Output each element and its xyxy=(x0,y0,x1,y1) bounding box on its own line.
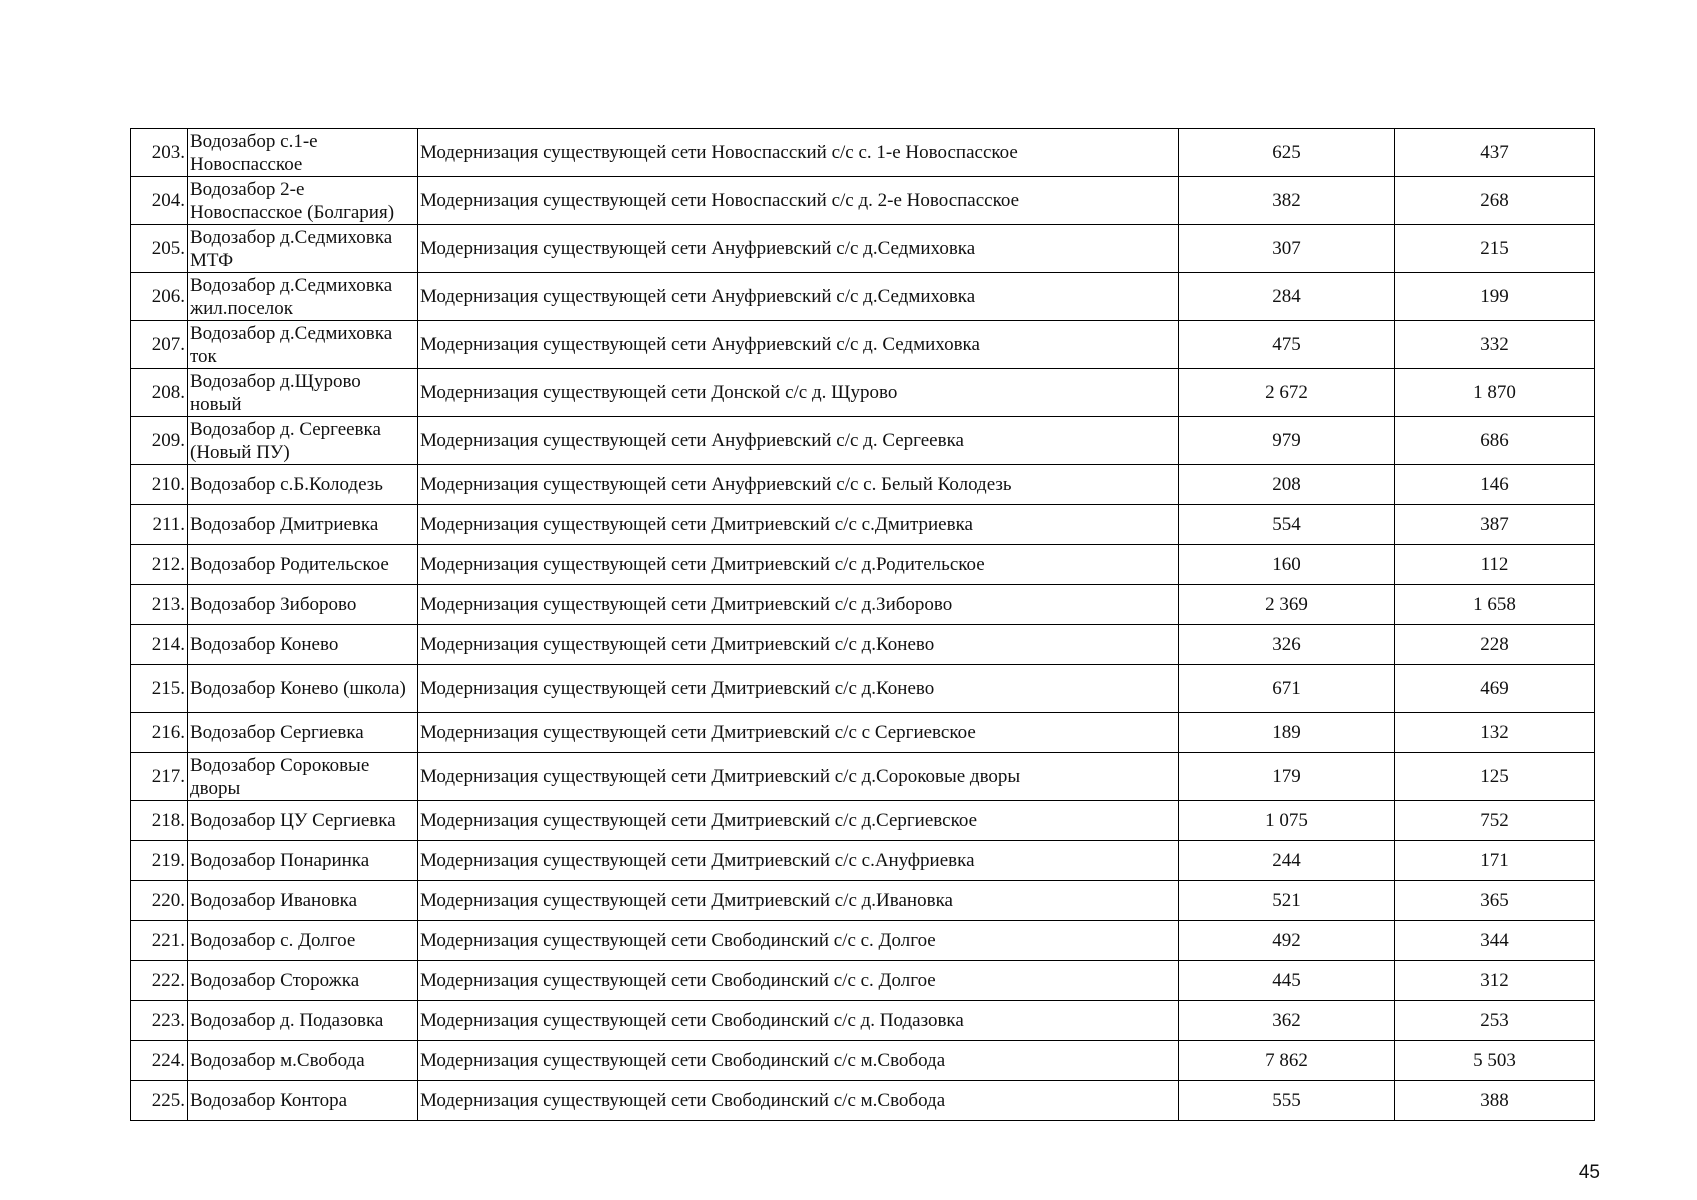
table-row xyxy=(131,841,1595,881)
row-number: 212. xyxy=(131,545,188,585)
table-row xyxy=(131,625,1595,665)
value-column-1: 2 672 xyxy=(1179,369,1395,417)
modernization-description: Модернизация существующей сети Дмитриевский с/с д.Конево xyxy=(418,665,1179,713)
water-intake-name: Водозабор 2-е Новоспасское (Болгария) xyxy=(188,177,418,225)
modernization-description: Модернизация существующей сети Новоспасский с/с д. 2-е Новоспасское xyxy=(418,177,1179,225)
row-number: 217. xyxy=(131,753,188,801)
modernization-description: Модернизация существующей сети Дмитриевский с/с с.Дмитриевка xyxy=(418,505,1179,545)
table-row xyxy=(131,369,1595,417)
row-number: 223. xyxy=(131,1001,188,1041)
page-number: 45 xyxy=(1578,1162,1600,1183)
row-number: 220. xyxy=(131,881,188,921)
table-row xyxy=(131,665,1595,713)
value-column-2: 469 xyxy=(1395,665,1595,713)
water-intake-name: Водозабор Ивановка xyxy=(188,881,418,921)
value-column-2: 437 xyxy=(1395,129,1595,177)
table-row xyxy=(131,129,1595,177)
value-column-1: 555 xyxy=(1179,1081,1395,1121)
modernization-description: Модернизация существующей сети Ануфриевский с/с д. Седмиховка xyxy=(418,321,1179,369)
value-column-1: 326 xyxy=(1179,625,1395,665)
row-number: 203. xyxy=(131,129,188,177)
value-column-1: 2 369 xyxy=(1179,585,1395,625)
value-column-2: 686 xyxy=(1395,417,1595,465)
water-intake-name: Водозабор Контора xyxy=(188,1081,418,1121)
water-intake-name: Водозабор Дмитриевка xyxy=(188,505,418,545)
row-number: 224. xyxy=(131,1041,188,1081)
water-intake-name: Водозабор Сторожка xyxy=(188,961,418,1001)
modernization-description: Модернизация существующей сети Новоспасский с/с с. 1-е Новоспасское xyxy=(418,129,1179,177)
table-row xyxy=(131,225,1595,273)
value-column-1: 554 xyxy=(1179,505,1395,545)
table-row xyxy=(131,881,1595,921)
table-row xyxy=(131,1001,1595,1041)
value-column-2: 199 xyxy=(1395,273,1595,321)
table-row xyxy=(131,713,1595,753)
value-column-1: 179 xyxy=(1179,753,1395,801)
value-column-1: 362 xyxy=(1179,1001,1395,1041)
modernization-description: Модернизация существующей сети Донской с/с д. Щурово xyxy=(418,369,1179,417)
water-intake-name: Водозабор д. Подазовка xyxy=(188,1001,418,1041)
modernization-description: Модернизация существующей сети Ануфриевский с/с д. Сергеевка xyxy=(418,417,1179,465)
row-number: 210. xyxy=(131,465,188,505)
row-number: 205. xyxy=(131,225,188,273)
value-column-1: 625 xyxy=(1179,129,1395,177)
value-column-1: 492 xyxy=(1179,921,1395,961)
water-intake-name: Водозабор д.Седмиховка жил.поселок xyxy=(188,273,418,321)
table-row xyxy=(131,1041,1595,1081)
row-number: 213. xyxy=(131,585,188,625)
modernization-description: Модернизация существующей сети Дмитриевский с/с д.Зиборово xyxy=(418,585,1179,625)
value-column-2: 312 xyxy=(1395,961,1595,1001)
value-column-1: 979 xyxy=(1179,417,1395,465)
value-column-2: 228 xyxy=(1395,625,1595,665)
value-column-1: 475 xyxy=(1179,321,1395,369)
value-column-2: 752 xyxy=(1395,801,1595,841)
water-intake-name: Водозабор д. Сергеевка (Новый ПУ) xyxy=(188,417,418,465)
value-column-1: 307 xyxy=(1179,225,1395,273)
water-intake-name: Водозабор Зиборово xyxy=(188,585,418,625)
modernization-description: Модернизация существующей сети Дмитриевский с/с с.Ануфриевка xyxy=(418,841,1179,881)
value-column-2: 332 xyxy=(1395,321,1595,369)
table-row xyxy=(131,545,1595,585)
modernization-description: Модернизация существующей сети Дмитриевский с/с д.Родительское xyxy=(418,545,1179,585)
value-column-1: 671 xyxy=(1179,665,1395,713)
row-number: 211. xyxy=(131,505,188,545)
water-intake-name: Водозабор Конево (школа) xyxy=(188,665,418,713)
row-number: 216. xyxy=(131,713,188,753)
row-number: 209. xyxy=(131,417,188,465)
value-column-2: 112 xyxy=(1395,545,1595,585)
table-row xyxy=(131,753,1595,801)
modernization-description: Модернизация существующей сети Дмитриевский с/с д.Сергиевское xyxy=(418,801,1179,841)
water-intake-name: Водозабор ЦУ Сергиевка xyxy=(188,801,418,841)
value-column-2: 215 xyxy=(1395,225,1595,273)
modernization-description: Модернизация существующей сети Дмитриевский с/с д.Конево xyxy=(418,625,1179,665)
value-column-2: 388 xyxy=(1395,1081,1595,1121)
modernization-description: Модернизация существующей сети Свободинский с/с м.Свобода xyxy=(418,1041,1179,1081)
modernization-description: Модернизация существующей сети Ануфриевский с/с с. Белый Колодезь xyxy=(418,465,1179,505)
row-number: 204. xyxy=(131,177,188,225)
value-column-2: 146 xyxy=(1395,465,1595,505)
table-row xyxy=(131,505,1595,545)
water-intake-name: Водозабор Сороковые дворы xyxy=(188,753,418,801)
table-row xyxy=(131,417,1595,465)
value-column-1: 244 xyxy=(1179,841,1395,881)
value-column-1: 521 xyxy=(1179,881,1395,921)
value-column-1: 189 xyxy=(1179,713,1395,753)
table-row xyxy=(131,1081,1595,1121)
value-column-1: 1 075 xyxy=(1179,801,1395,841)
modernization-description: Модернизация существующей сети Дмитриевский с/с с Сергиевское xyxy=(418,713,1179,753)
row-number: 206. xyxy=(131,273,188,321)
value-column-2: 125 xyxy=(1395,753,1595,801)
value-column-2: 387 xyxy=(1395,505,1595,545)
modernization-description: Модернизация существующей сети Дмитриевский с/с д.Сороковые дворы xyxy=(418,753,1179,801)
water-intake-name: Водозабор д.Седмиховка ток xyxy=(188,321,418,369)
table-row xyxy=(131,921,1595,961)
water-intake-name: Водозабор с. Долгое xyxy=(188,921,418,961)
water-intake-name: Водозабор м.Свобода xyxy=(188,1041,418,1081)
value-column-2: 1 658 xyxy=(1395,585,1595,625)
row-number: 215. xyxy=(131,665,188,713)
value-column-2: 268 xyxy=(1395,177,1595,225)
value-column-2: 344 xyxy=(1395,921,1595,961)
value-column-2: 132 xyxy=(1395,713,1595,753)
water-intake-name: Водозабор с.Б.Колодезь xyxy=(188,465,418,505)
modernization-description: Модернизация существующей сети Свободинский с/с с. Долгое xyxy=(418,961,1179,1001)
row-number: 218. xyxy=(131,801,188,841)
table-row xyxy=(131,177,1595,225)
value-column-1: 284 xyxy=(1179,273,1395,321)
modernization-description: Модернизация существующей сети Ануфриевский с/с д.Седмиховка xyxy=(418,225,1179,273)
table-row xyxy=(131,465,1595,505)
water-intake-name: Водозабор д.Седмиховка МТФ xyxy=(188,225,418,273)
table-row xyxy=(131,961,1595,1001)
water-intake-name: Водозабор Сергиевка xyxy=(188,713,418,753)
row-number: 207. xyxy=(131,321,188,369)
table-row xyxy=(131,585,1595,625)
modernization-description: Модернизация существующей сети Свободинский с/с д. Подазовка xyxy=(418,1001,1179,1041)
value-column-1: 208 xyxy=(1179,465,1395,505)
modernization-description: Модернизация существующей сети Свободинский с/с м.Свобода xyxy=(418,1081,1179,1121)
value-column-2: 1 870 xyxy=(1395,369,1595,417)
row-number: 222. xyxy=(131,961,188,1001)
row-number: 221. xyxy=(131,921,188,961)
table-row xyxy=(131,321,1595,369)
water-intake-name: Водозабор д.Щурово новый xyxy=(188,369,418,417)
row-number: 208. xyxy=(131,369,188,417)
row-number: 219. xyxy=(131,841,188,881)
table-body xyxy=(131,129,1595,1121)
modernization-description: Модернизация существующей сети Дмитриевский с/с д.Ивановка xyxy=(418,881,1179,921)
value-column-2: 253 xyxy=(1395,1001,1595,1041)
row-number: 214. xyxy=(131,625,188,665)
table-row xyxy=(131,801,1595,841)
value-column-2: 171 xyxy=(1395,841,1595,881)
water-intake-name: Водозабор Конево xyxy=(188,625,418,665)
value-column-2: 5 503 xyxy=(1395,1041,1595,1081)
value-column-1: 160 xyxy=(1179,545,1395,585)
water-intake-table xyxy=(130,128,1595,1121)
value-column-1: 382 xyxy=(1179,177,1395,225)
water-intake-name: Водозабор с.1-е Новоспасское xyxy=(188,129,418,177)
water-intake-name: Водозабор Родительское xyxy=(188,545,418,585)
row-number: 225. xyxy=(131,1081,188,1121)
water-intake-name: Водозабор Понаринка xyxy=(188,841,418,881)
value-column-1: 7 862 xyxy=(1179,1041,1395,1081)
modernization-description: Модернизация существующей сети Ануфриевский с/с д.Седмиховка xyxy=(418,273,1179,321)
table-row xyxy=(131,273,1595,321)
value-column-1: 445 xyxy=(1179,961,1395,1001)
modernization-description: Модернизация существующей сети Свободинский с/с с. Долгое xyxy=(418,921,1179,961)
value-column-2: 365 xyxy=(1395,881,1595,921)
